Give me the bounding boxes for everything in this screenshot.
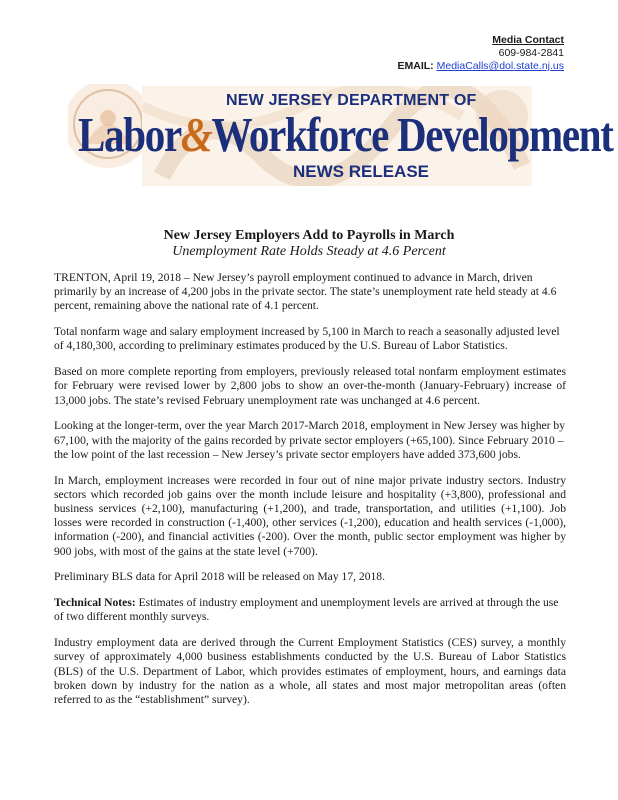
department-banner [68,84,613,194]
news-release-label: NEWS RELEASE [292,162,430,181]
technical-notes-label: Technical Notes: [54,596,136,610]
paragraph: Looking at the longer-term, over the year March 2017-March 2018, employment in New Jersey was higher by 67,100, with the majority of the gains recorded by private sector employers (+65,100). Since February 2010 – the low point of the last recession – New Jersey’s private sector employers have added 373,600 jobs. [54,419,566,461]
paragraph: Total nonfarm wage and salary employment increased by 5,100 in March to reach a seasonally adjusted level of 4,180,300, according to preliminary estimates produced by the U.S. Bureau of Labor Statistics. [54,325,560,353]
contact-email-row [398,60,564,73]
technical-notes-text: Estimates of industry employment and unemployment levels are arrived at through the use of two different monthly surveys. [54,596,559,624]
paragraph: TRENTON, April 19, 2018 – New Jersey’s payroll employment continued to advance in March, driven primarily by an increase of 4,200 jobs in the private sector. The state’s unemployment rate held steady at 4.6 percent, remaining above the national rate of 4.1 percent. [54,271,557,313]
media-contact-heading: Media Contact [492,34,564,46]
article-body [54,271,566,719]
subheadline: Unemployment Rate Holds Steady at 4.6 Percent [172,244,446,259]
paragraph: Preliminary BLS data for April 2018 will be released on May 17, 2018. [54,570,386,584]
paragraph: In March, employment increases were recorded in four out of nine major private industry sectors. Industry sectors which recorded job gains over the month include leisure and hospitality (+3,800), professional and business services (+2,100), manufacturing (+1,200), and trade, transportation, and utilities (+1,100). Job losses were recorded in construction (-1,400), other services (-1,200), education and health services (-1,000), information (-200), and financial activities (-200). Over the month, public sector employment was higher by 900 jobs, with most of the gains at the state level (+700). [54,473,566,558]
paragraph: Based on more complete reporting from employers, previously released total nonfarm employment estimates for February were revised lower by 2,800 jobs to show an over-the-month (January-February) increase of 13,000 jobs. The state’s revised February unemployment rate was unchanged at 4.6 percent. [54,365,566,407]
ampersand: & [180,107,212,162]
media-contact [398,34,564,73]
headline: New Jersey Employers Add to Payrolls in March [163,228,455,243]
technical-notes [54,596,566,624]
agency-title [78,106,613,163]
paragraph: Industry employment data are derived through the Current Employment Statistics (CES) survey, a monthly survey of approximately 4,000 business establishments conducted by the U.S. Bureau of Labor Statistics (BLS) of the U.S. Department of Labor, which provides estimates of employment, hours, and earnings data broken down by industry for the nation as a whole, all states and most major metropolitan areas (often referred to as the “establishment” survey). [54,636,566,707]
agency-title-part1: Labor [78,107,181,162]
contact-phone: 609-984-2841 [498,47,564,59]
department-name: NEW JERSEY DEPARTMENT OF [226,92,477,109]
email-label: EMAIL: [397,60,434,72]
email-link[interactable]: MediaCalls@dol.state.nj.us [436,60,564,72]
agency-title-part2: Workforce Development [211,107,613,162]
